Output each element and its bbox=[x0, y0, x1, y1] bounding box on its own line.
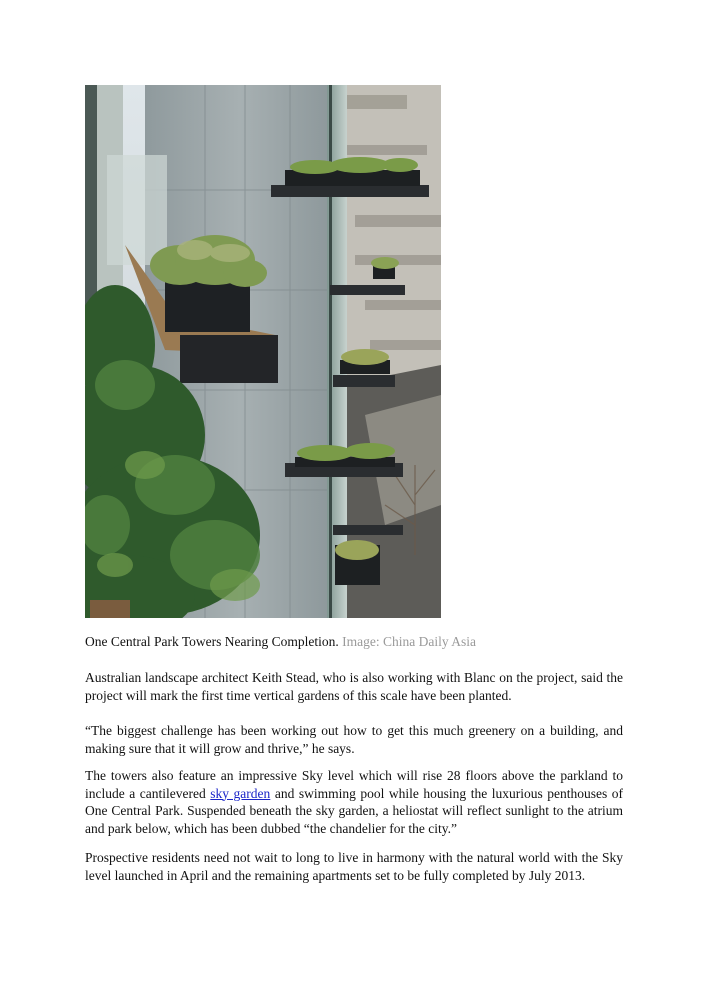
paragraph-sky-level-text-start: The towers also feature an impressive Sky level which will rise 28 floors above the parkland to include a cantilevered bbox=[85, 768, 623, 801]
paragraph-sky-level-text-end: and swimming pool while housing the luxurious penthouses of One Central Park. Suspended beneath the sky garden, a heliostat will reflect sunlight to the atrium and park below, which has been dubbed “the chandelier for the city.” bbox=[85, 785, 624, 836]
paragraph-keith-stead: Australian landscape architect Keith Stead, who is also working with Blanc on the project, said the project will mark the first time vertical gardens of this scale have been planted. bbox=[85, 670, 623, 703]
caption-text: One Central Park Towers Nearing Completion. bbox=[85, 634, 339, 649]
figure-caption bbox=[85, 633, 476, 651]
paragraph-quote: “The biggest challenge has been working out how to get this much greenery on a building, and making sure that it will grow and thrive,” he says. bbox=[85, 723, 623, 756]
sky-garden-link[interactable]: sky garden bbox=[210, 785, 271, 801]
paragraph-prospective-residents: Prospective residents need not wait to long to live in harmony with the natural world with the Sky level launched in April and the remaining apartments set to be fully completed by July 2013. bbox=[85, 850, 623, 883]
caption-source: Image: China Daily Asia bbox=[342, 634, 476, 649]
paragraph-sky-level bbox=[85, 767, 623, 837]
building-photo bbox=[85, 85, 441, 618]
